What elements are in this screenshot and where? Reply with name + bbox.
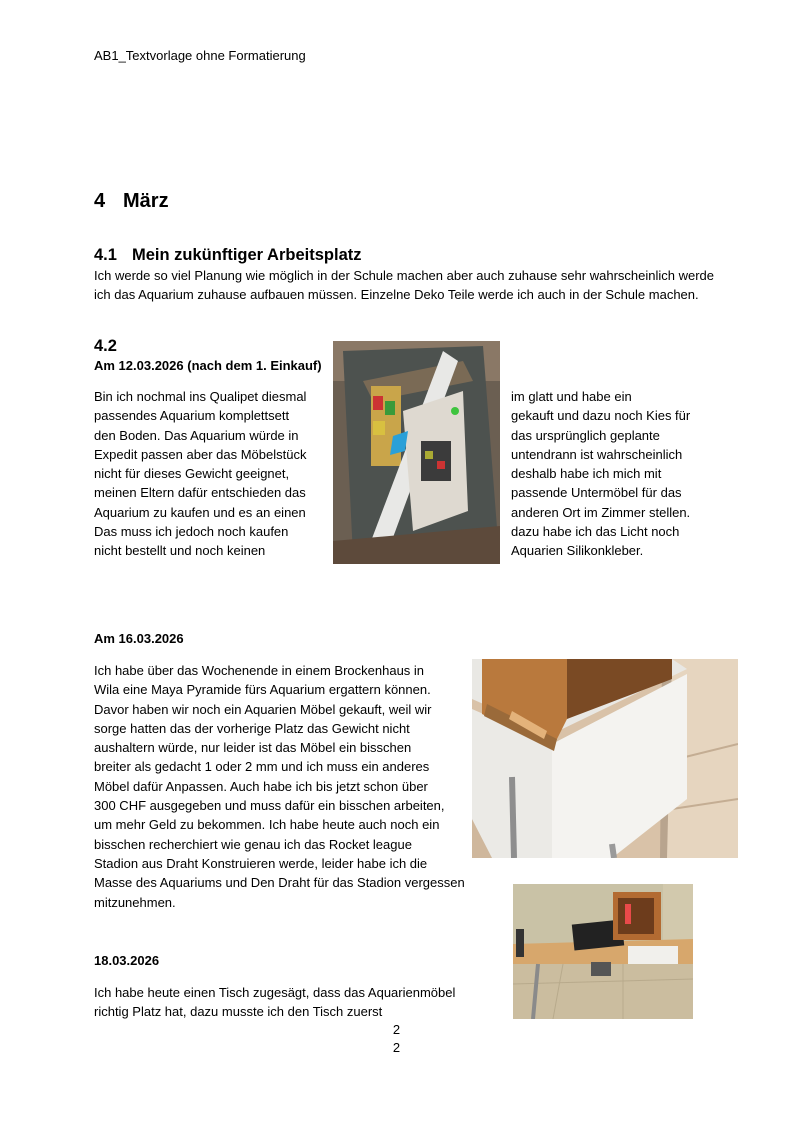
text-line: Davor haben wir noch ein Aquarien Möbel gekauft, weil wir: [94, 701, 432, 717]
photo-aquarium-cabinet: [472, 659, 738, 858]
heading-chapter-title: März: [123, 190, 169, 212]
text-line: im glatt und habe ein: [511, 389, 632, 404]
page-number: 2: [392, 1040, 401, 1055]
text-line: das ursprünglich geplante: [511, 427, 660, 443]
text-line: gekauft und dazu noch Kies für: [511, 408, 691, 424]
text-line: untendrann ist wahrscheinlich: [511, 446, 683, 462]
text-line: aushaltern würde, nur leider ist das Möbel ein bisschen: [94, 740, 412, 756]
text-line: passendes Aquarium komplettsett: [94, 408, 290, 424]
photo-aquarium-box: [333, 341, 500, 564]
heading-section: [94, 246, 362, 265]
text-line: Möbel dafür Anpassen. Auch habe ich bis jetzt schon über: [94, 778, 428, 794]
entry1-right-column: [511, 387, 690, 561]
text-line: mitzunehmen.: [94, 894, 176, 910]
entry3-text: [94, 983, 455, 1022]
text-line: dazu habe ich das Licht noch: [511, 524, 680, 540]
text-line: Wila eine Maya Pyramide fürs Aquarium ergattern können.: [94, 682, 431, 698]
text-line: Das muss ich jedoch noch kaufen: [94, 524, 289, 540]
text-line: passende Untermöbel für das: [511, 485, 682, 501]
text-line: bisschen recherchiert wie genau ich das Rocket league: [94, 836, 412, 852]
text-line: um mehr Geld zu bekommen. Ich habe heute auch noch ein: [94, 817, 440, 833]
heading-section-title: Mein zukünftiger Arbeitsplatz: [132, 246, 362, 264]
entry1-left-column: [94, 387, 306, 561]
paragraph-intro: Ich werde so viel Planung wie möglich in der Schule machen aber auch zuhause sehr wahrscheinlich werde ich das Aquarium zuhause aufbauen müssen. Einzelne Deko Teile werde ich auch in der Schule machen.: [94, 268, 715, 303]
text-line: Masse des Aquariums und Den Draht für das Stadion vergessen: [94, 875, 465, 891]
text-line: anderen Ort im Zimmer stellen.: [511, 504, 691, 520]
entry2-text: [94, 661, 465, 912]
text-line: Aquarium zu kaufen und es an einen: [94, 504, 306, 520]
text-line: meinen Eltern dafür entschieden das: [94, 485, 306, 501]
text-line: deshalb habe ich mich mit: [511, 466, 662, 482]
text-line: Aquarien Silikonkleber.: [511, 543, 644, 559]
text-line: Expedit passen aber das Möbelstück: [94, 446, 307, 462]
entry-date-2: Am 16.03.2026: [94, 631, 184, 646]
text-line: nicht bestellt und noch keinen: [94, 543, 266, 559]
entry-date-1: Am 12.03.2026 (nach dem 1. Einkauf): [94, 358, 322, 373]
text-line: nicht für dieses Gewicht geeignet,: [94, 466, 290, 482]
text-line: den Boden. Das Aquarium würde in: [94, 427, 299, 443]
page-number: 2: [392, 1022, 401, 1037]
text-line: Stadion aus Draht Konstruieren werde, leider habe ich die: [94, 855, 428, 871]
heading-chapter-number: 4: [94, 190, 106, 212]
text-line: Ich habe heute einen Tisch zugesägt, dass das Aquarienmöbel: [94, 985, 456, 1000]
text-line: breiter als gedacht 1 oder 2 mm und ich muss ein anderes: [94, 759, 430, 775]
text-line: richtig Platz hat, dazu musste ich den Tisch zuerst: [94, 1004, 383, 1020]
heading-subsection-number: 4.2: [94, 337, 117, 355]
text-line: Ich habe über das Wochenende in einem Brockenhaus in: [94, 663, 425, 678]
text-line: 300 CHF ausgegeben und muss dafür ein bisschen arbeiten,: [94, 798, 445, 814]
text-line: sorge hatten das der vorherige Platz das Gewicht nicht: [94, 720, 410, 736]
entry-date-3: 18.03.2026: [94, 953, 160, 968]
heading-section-number: 4.1: [94, 246, 117, 264]
heading-chapter: [94, 190, 169, 213]
text-line: Bin ich nochmal ins Qualipet diesmal: [94, 389, 307, 404]
photo-desk-setup: [513, 884, 693, 1019]
document-header: AB1_Textvorlage ohne Formatierung: [94, 48, 306, 63]
